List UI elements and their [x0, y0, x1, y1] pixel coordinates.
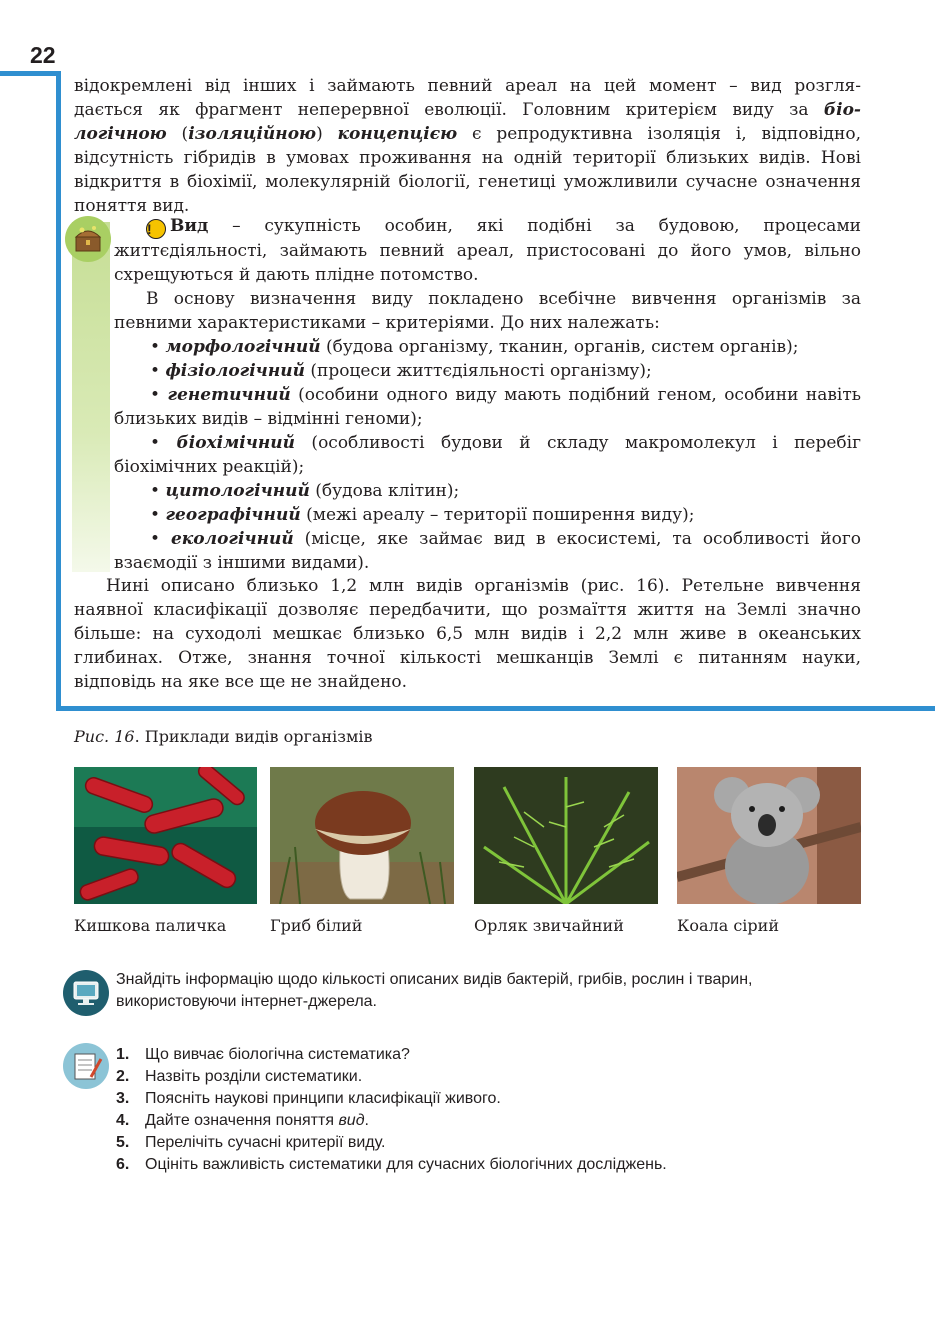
exclamation-icon: ! [146, 219, 166, 239]
criterion-description: (межі ареалу – території поширення виду); [300, 505, 695, 525]
bullet-marker: • [150, 481, 161, 501]
line [74, 74, 861, 98]
criterion-item [114, 527, 861, 575]
question-text: Поясніть наукові принципи класифікації живого. [145, 1090, 501, 1107]
criterion-item [114, 479, 861, 503]
figure-caption [74, 727, 373, 746]
term-isolation: ізоляційною [188, 124, 317, 144]
bacteria-photo [74, 767, 257, 904]
bullet-marker: • [150, 433, 161, 453]
criteria-intro: В основу визначення виду покладено всебічне вивчення організмів за певними характеристиками – критеріями. До них належать: [114, 289, 861, 333]
question-item [116, 1066, 856, 1088]
bullet-marker: • [150, 505, 161, 525]
definition-term: Вид [170, 216, 209, 236]
criterion-item [114, 431, 861, 479]
bullet-marker: • [150, 529, 161, 549]
criterion-name: генетичний [167, 385, 291, 405]
question-text: Назвіть розділи систематики. [145, 1068, 363, 1085]
final-paragraph [74, 574, 861, 694]
definition-block [114, 214, 861, 575]
question-text: Перелічіть сучасні критерії виду. [145, 1134, 386, 1151]
criterion-description: (місце, яке займає вид в екосистемі, та особливості його взаємодії з іншими видами). [114, 529, 862, 573]
question-text: Оцініть важливість систематики для сучасних біологічних досліджень. [145, 1156, 667, 1173]
question-number: 1. [116, 1046, 130, 1063]
question-emphasis: вид [338, 1112, 365, 1129]
paragraph1-text: дається як фрагмент неперервної еволюції. Головним критерієм виду за [74, 100, 824, 120]
question-tail: . [364, 1112, 369, 1129]
review-questions [116, 1044, 856, 1176]
photo-label-fern: Орляк звичайний [474, 916, 624, 935]
mushroom-photo [270, 767, 454, 904]
bullet-marker: • [150, 337, 161, 357]
criterion-name: морфологічний [165, 337, 321, 357]
criteria-list [114, 335, 861, 575]
criterion-item [114, 503, 861, 527]
criterion-name: біохімічний [176, 433, 296, 453]
treasure-chest-icon [65, 216, 111, 262]
definition-highlight-band [72, 222, 110, 572]
criterion-description: (особливості будови й складу макромолекул і перебіг біохімічних реакцій); [114, 433, 861, 477]
term-biological-cont: логічною [74, 124, 167, 144]
photo-label-koala: Коала сірий [677, 916, 779, 935]
photo-label-mushroom: Гриб білий [270, 916, 363, 935]
question-number: 4. [116, 1112, 130, 1129]
question-number: 2. [116, 1068, 130, 1085]
paren-open: ( [166, 124, 189, 144]
question-item [116, 1110, 856, 1132]
question-number: 5. [116, 1134, 130, 1151]
question-item [116, 1154, 856, 1176]
computer-icon [63, 970, 109, 1016]
criterion-item [114, 359, 861, 383]
figure-caption-text: . Приклади видів організмів [134, 727, 373, 746]
figure-label: Рис. 16 [74, 727, 135, 746]
question-text: Що вивчає біологічна систематика? [145, 1046, 410, 1063]
internet-task: Знайдіть інформацію щодо кількості описаних видів бактерій, грибів, рослин і тварин, використовуючи інтернет-джерела. [116, 971, 753, 1010]
koala-photo [677, 767, 861, 904]
frame-bottom-border [56, 706, 935, 711]
frame-left-border [56, 71, 61, 711]
bullet-marker: • [150, 385, 161, 405]
question-item [116, 1132, 856, 1154]
final-paragraph-text: Нині описано близько 1,2 млн видів організмів (рис. 16). Ретельне вивчення наявної класифікації дозволяє передбачити, що розмаїття життя на Землі значно більше: на суходолі мешкає близько 6,5 млн видів і 2,2 млн живе в океанських глибинах. Отже, знання точної кількості мешканців Землі є питанням науки, відповідь на яке все ще не знайдено. [74, 576, 861, 692]
question-number: 6. [116, 1156, 130, 1173]
definition-text: – сукупність особин, які подібні за будовою, процесами життєдіяльності, займають певний ареал, пристосовані до його умов, вільно схрещуються й дають плідне потомство. [114, 216, 861, 285]
criterion-name: фізіологічний [165, 361, 305, 381]
question-item [116, 1088, 856, 1110]
question-text: Дайте означення поняття [145, 1112, 339, 1129]
criterion-item [114, 383, 861, 431]
term-biological: біо- [823, 100, 861, 120]
criterion-name: екологічний [170, 529, 294, 549]
criterion-name: географічний [165, 505, 301, 525]
question-number: 3. [116, 1090, 130, 1107]
page-number: 22 [30, 42, 56, 68]
species-definition [114, 214, 861, 287]
criterion-description: (процеси життєдіяльності організму); [304, 361, 652, 381]
notebook-icon [63, 1043, 109, 1089]
paragraph1-body [74, 98, 861, 218]
criterion-name: цитологічний [165, 481, 310, 501]
question-item [116, 1044, 856, 1066]
criterion-description: (будова клітин); [309, 481, 460, 501]
paren-close: ) [316, 124, 338, 144]
frame-top-border [0, 71, 61, 76]
term-concept: концепцією [337, 124, 458, 144]
photo-label-bacteria: Кишкова паличка [74, 916, 227, 935]
criterion-description: (особини одного виду мають подібний геном, особини навіть близьких видів – відмінні геноми); [114, 385, 862, 429]
criterion-item [114, 335, 861, 359]
bullet-marker: • [150, 361, 161, 381]
intro-paragraph [74, 74, 861, 218]
criterion-description: (будова організму, тканин, органів, систем органів); [320, 337, 799, 357]
fern-photo [474, 767, 658, 904]
paragraph1-line1: відокремлені від інших і займають певний ареал на цей момент – вид розгля- [74, 76, 861, 96]
paragraph1-tail: є репродуктивна ізоляція і, відповідно, відсутність гібридів в умовах проживання на одній території близьких видів. Нові відкриття в біохімії, молекулярній біології, генетиці уможливили сучасне означення поняття вид. [74, 124, 861, 216]
